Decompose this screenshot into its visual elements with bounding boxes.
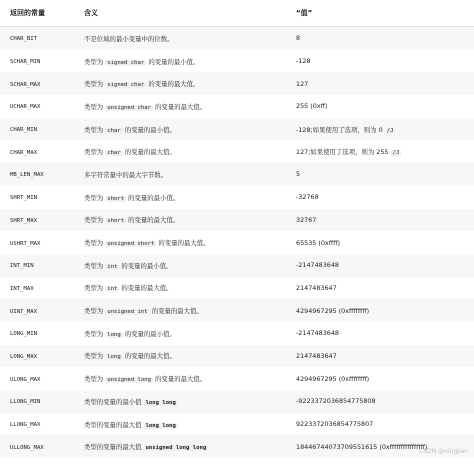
meaning-cell [84,397,296,406]
meaning-text-suffix: 的变量的最大值。 [158,239,210,248]
table-row [0,322,474,345]
meaning-text: 多字符常量中的最大字节数。 [84,170,168,179]
meaning-cell [84,238,296,247]
value-text: 127 [296,79,309,88]
value-cell [296,329,474,337]
table-header [0,0,474,27]
constant-name [0,57,84,65]
value-cell [296,375,474,383]
meaning-cell [84,102,296,111]
table-row [0,390,474,413]
table-row [0,299,474,322]
constant-name-text: UCHAR_MAX [10,104,41,111]
constant-name-text: USHRT_MAX [10,240,41,247]
value-cell [296,125,474,134]
meaning-cell [84,306,296,315]
meaning-text: 类型为 [84,80,104,89]
type-code: char [107,150,121,157]
meaning-text: 类型为 [84,148,104,157]
meaning-cell [84,442,296,451]
constant-name-text: SHRT_MAX [10,217,37,224]
table-row [0,209,474,232]
type-code: long [107,331,121,338]
type-code: signed char [107,82,145,89]
meaning-text-suffix: 的变量的最大值。 [148,80,200,89]
meaning-text-suffix: 的变量的最大值。 [124,352,176,361]
constant-name [0,170,84,178]
constant-name [0,329,84,337]
table-row [0,118,474,141]
meaning-text: 类型的变量的最大值 [84,443,142,452]
type-code: signed char [107,59,145,66]
meaning-cell [84,79,296,88]
constant-name-text: SCHAR_MAX [10,81,41,88]
meaning-cell [84,261,296,270]
value-text: 18446744073709551615 (0xffffffffffffffff) [296,442,428,451]
value-text: -2147483648 [296,261,339,270]
value-text: -32768 [296,193,319,202]
meaning-text: 类型为 [84,284,104,293]
value-cell [296,261,474,269]
meaning-cell [84,283,296,292]
type-code: unsigned short [107,241,155,248]
header-value: “值” [296,9,313,17]
meaning-text-suffix: 的变量的最大值。 [121,284,173,293]
meaning-text-suffix: 的变量的最大值。 [155,102,207,111]
constant-name [0,216,84,224]
constant-name-text: MB_LEN_MAX [10,172,44,179]
value-text: 2147483647 [296,283,337,292]
meaning-text: 类型为 [84,216,104,225]
meaning-cell [84,215,296,224]
constant-name-text: LONG_MAX [10,353,37,360]
constant-name [0,375,84,383]
constant-name-text: LLONG_MAX [10,422,41,429]
table-row [0,367,474,390]
type-code: unsigned long long [145,445,207,452]
table-row [0,277,474,300]
table-row [0,163,474,186]
constant-name [0,125,84,133]
meaning-text: 不是位域的最小变量中的位数。 [84,34,174,43]
value-cell [296,80,474,88]
option-code: /J [386,127,394,134]
header-meaning: 含义 [84,9,98,17]
watermark: CSDN @ningjian [419,448,468,456]
meaning-text-suffix: 的变量的最大值。 [124,148,176,157]
table-row [0,345,474,368]
table-row [0,140,474,163]
meaning-text-suffix: 的变量的最小值。 [124,125,176,134]
value-cell [296,170,474,178]
meaning-text-suffix: 的变量的最小值。 [148,57,200,66]
constant-name [0,261,84,269]
meaning-text-suffix: 的变量的最大值。 [151,307,203,316]
meaning-cell [84,147,296,156]
value-cell [296,147,474,156]
meaning-cell [84,170,296,179]
value-text: 9223372036854775807 [296,420,374,429]
header-constant: 返回的常量 [10,9,45,17]
constant-name [0,193,84,201]
type-code: int [107,286,118,293]
constant-name [0,148,84,156]
constant-name-text: CHAR_MIN [10,127,37,134]
meaning-text-suffix: 的变量的最大值。 [155,375,207,384]
value-cell [296,57,474,65]
meaning-cell [84,125,296,134]
value-text: 4294967295 (0xffffffff) [296,374,370,383]
type-code: long [107,354,121,361]
value-cell [296,397,474,405]
value-cell [296,352,474,360]
meaning-cell [84,34,296,43]
constant-name [0,420,84,428]
table-row [0,186,474,209]
value-text: 5 [296,170,301,179]
table-row [0,95,474,118]
meaning-text: 类型为 [84,329,104,338]
type-code: unsigned int [107,309,148,316]
constant-name [0,239,84,247]
table-row [0,254,474,277]
meaning-cell [84,193,296,202]
value-text: -9223372036854775808 [296,397,376,406]
value-cell [296,102,474,110]
value-text: 8 [296,34,301,43]
meaning-cell [84,420,296,429]
constant-name-text: INT_MAX [10,285,34,292]
constant-name [0,443,84,451]
meaning-text-suffix: 的变量的最小值。 [128,193,180,202]
meaning-cell [84,351,296,360]
value-cell [296,307,474,315]
constant-name-text: INT_MIN [10,263,34,270]
table-row [0,50,474,73]
constant-name-text: SHRT_MIN [10,195,37,202]
value-cell [296,216,474,224]
meaning-text: 类型为 [84,239,104,248]
type-code: unsigned long [107,377,151,384]
constant-name-text: CHAR_MAX [10,149,37,156]
type-code: long long [145,422,176,429]
type-code: unsigned char [107,104,151,111]
value-text: 255 (0xff) [296,102,328,111]
meaning-text: 类型的变量的最小值 [84,397,142,406]
meaning-text: 类型为 [84,307,104,316]
value-text: -128;如果使用了选项，则为 0 [296,125,383,134]
table-row [0,435,474,458]
constant-name [0,352,84,360]
value-text: 2147483647 [296,351,337,360]
type-code: long long [145,399,176,406]
constant-name-text: UINT_MAX [10,308,37,315]
constant-name [0,34,84,42]
meaning-text: 类型为 [84,102,104,111]
value-text: 127;如果使用了选项，则为 255 [296,148,389,157]
table-row [0,231,474,254]
meaning-text-suffix: 的变量的最小值。 [121,261,173,270]
constant-name-text: LLONG_MIN [10,399,41,406]
meaning-cell [84,57,296,66]
meaning-cell [84,329,296,338]
meaning-text: 类型的变量的最大值 [84,420,142,429]
meaning-text: 类型为 [84,352,104,361]
constant-name-text: CHAR_BIT [10,36,37,43]
constant-name [0,102,84,110]
meaning-text: 类型为 [84,193,104,202]
value-cell [296,34,474,42]
meaning-text: 类型为 [84,375,104,384]
meaning-text: 类型为 [84,125,104,134]
value-cell [296,284,474,292]
constant-name [0,307,84,315]
constant-name-text: ULONG_MAX [10,376,41,383]
meaning-text-suffix: 的变量的最大值。 [128,216,180,225]
value-cell [296,193,474,201]
constant-name-text: ULLONG_MAX [10,444,44,451]
meaning-text: 类型为 [84,57,104,66]
type-code: short [107,195,125,202]
constant-name [0,397,84,405]
value-cell [296,239,474,247]
table-row [0,27,474,50]
type-code: char [107,127,121,134]
value-text: 65535 (0xffff) [296,238,341,247]
value-text: 32767 [296,215,317,224]
value-text: 4294967295 (0xffffffff) [296,306,370,315]
type-code: short [107,218,125,225]
meaning-text: 类型为 [84,261,104,270]
table-row [0,413,474,436]
value-text: -128 [296,57,311,66]
table-body [0,27,474,458]
constant-name [0,284,84,292]
meaning-cell [84,374,296,383]
table-row [0,72,474,95]
type-code: int [107,263,118,270]
constant-name-text: LONG_MIN [10,331,37,338]
constant-name-text: SCHAR_MIN [10,59,41,66]
value-cell [296,420,474,428]
meaning-text-suffix: 的变量的最小值。 [124,329,176,338]
constant-name [0,80,84,88]
value-text: -2147483648 [296,329,339,338]
option-code: /J [392,150,400,157]
